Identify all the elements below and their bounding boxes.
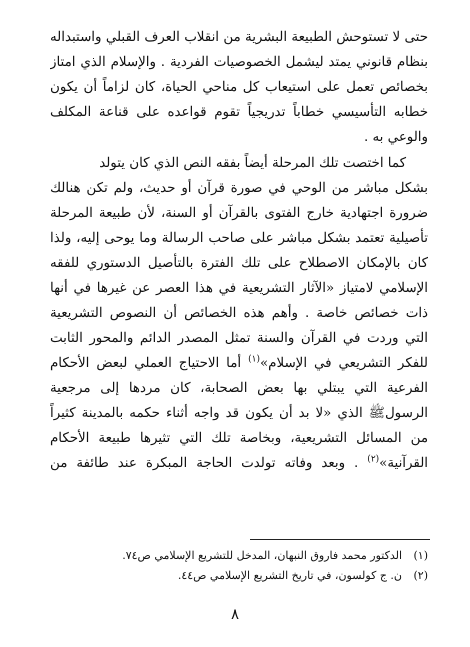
text-segment: . وبعد وفاته تولدت الحاجة المبكرة عند طائفة من <box>50 456 359 471</box>
footnote-separator <box>250 539 430 540</box>
text-line: من المسائل التشريعية، وبخاصة تلك التي تثيرها طبيعة الأحكام <box>50 431 428 446</box>
text-line: ذات خصائص خاصة . وأهم هذه الخصائص أن النصوص التشريعية <box>50 306 428 321</box>
text-line: الرسولﷺ الذي «لا بد أن يكون قد واجه أثناء حكمه بالمدينة كثيراً <box>50 406 428 421</box>
text-line: خطابه التأسيسي خطاباً تدريجياً تقوم قواعده على قناعة المكلف <box>50 105 428 120</box>
text-line: كان بالإمكان الاصطلاح على تلك الفترة بالتأصيل الدستوري للفقه <box>50 256 428 271</box>
footnote-item <box>50 546 428 566</box>
footnote-number: (٢) <box>413 569 428 582</box>
footnote-text: ن. ج كولسون، في تاريخ التشريع الإسلامي ص٤٤. <box>177 569 402 582</box>
text-line: ضرورة اجتهادية خارج الفتوى بالقرآن أو السنة، لأن طبيعة المرحلة <box>50 206 428 221</box>
paragraph-1 <box>50 25 428 150</box>
text-segment: للفكر التشريعي في الإسلام» <box>259 356 428 371</box>
text-line: تأصيلية تعتمد بشكل مباشر على صاحب الرسالة وما يوحى إليه، ولذا <box>50 231 428 246</box>
text-segment: أما الاحتياج العملي لبعض الأحكام <box>50 356 242 371</box>
footnote-number: (١) <box>413 549 428 562</box>
footnote-item <box>50 566 428 586</box>
text-line: بخصائص تعمل على استيعاب كل مناحي الحياة، كان لزاماً أن يكون <box>50 80 428 95</box>
text-line: الإسلامي لامتياز «الآثار التشريعية في هذا العصر عن غيرها في أنها <box>50 281 428 296</box>
footnote-ref-2[interactable]: (٢) <box>367 454 380 465</box>
text-line: بنظام قانوني يمتد ليشمل الخصوصيات الفردية . والإسلام الذي امتاز <box>50 55 428 70</box>
text-line: كما اختصت تلك المرحلة أيضاً بفقه النص الذي كان يتولد <box>99 156 406 171</box>
text-line: حتى لا تستوحش الطبيعة البشرية من انقلاب العرف القبلي واستبداله <box>50 30 428 45</box>
text-segment: القرآنية» <box>379 456 428 471</box>
footnote-ref-1[interactable]: (١) <box>248 354 260 365</box>
paragraph-2 <box>50 151 428 476</box>
text-line: بشكل مباشر من الوحي في صورة قرآن أو حديث، ولم تكن هنالك <box>50 181 428 196</box>
page-number: ٨ <box>230 605 240 623</box>
text-line: الفرعية التي يبتلي بها بعض الصحابة، كان مردها إلى مرجعية <box>50 381 428 396</box>
text-line: التي وردت في القرآن والسنة تمثل المصدر الدائم والمحور الثابت <box>50 331 428 346</box>
text-line <box>50 451 428 476</box>
footnotes <box>50 546 428 586</box>
text-line <box>50 351 428 376</box>
text-line: والوعي به . <box>363 130 428 145</box>
footnote-text: الدكتور محمد فاروق النبهان، المدخل للتشريع الإسلامي ص٧٤. <box>122 549 402 562</box>
